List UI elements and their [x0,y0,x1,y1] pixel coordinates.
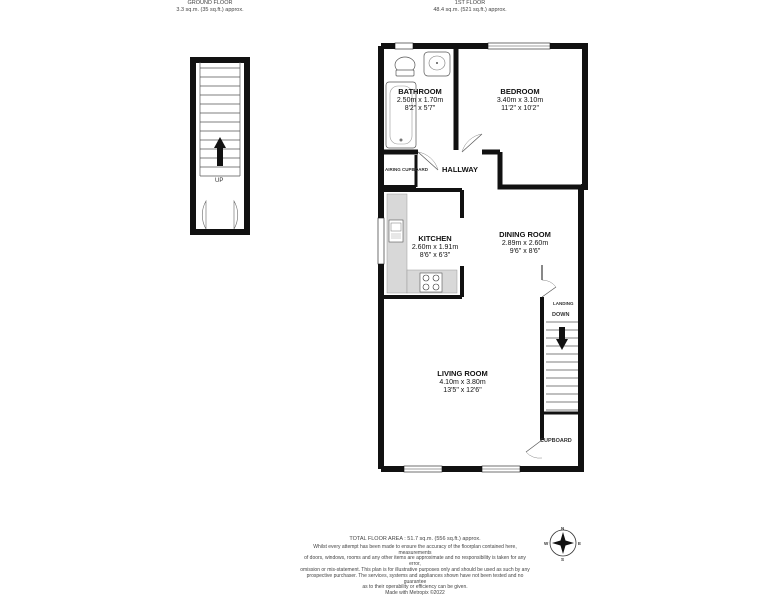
hallway-name: HALLWAY [442,165,478,174]
kitchen-metric: 2.60m x 1.91m [411,243,459,251]
dining-room-label [480,231,570,257]
bathroom-imperial: 8'2" x 5'7" [404,105,436,112]
down-label: DOWN [552,312,570,318]
bedroom-metric: 3.40m x 3.10m [496,96,544,104]
disclaimer-line-1: Whilst every attempt has been made to ensure the accuracy of the floorplan contained here, measurements [313,543,517,556]
living-room-label [415,370,510,396]
disclaimer-line-4: prospective purchaser. The services, systems and appliances shown have not been tested and no guarantee [306,572,524,585]
footer [300,537,530,597]
compass-letter-s: S [561,557,565,562]
airing-cupboard-label: AIRING CUPBOARD [385,167,429,172]
up-label: UP [215,178,224,184]
stair-arrow-down-icon [559,327,565,341]
compass-letter-e: E [578,541,582,546]
kitchen-label [405,235,465,261]
stair-arrow-up-icon [217,146,223,166]
compass-icon [550,530,576,556]
kitchen-hob-icon [420,273,442,292]
first-floor-area: 48.4 sq.m. (521 sq.ft.) approx. [433,6,507,13]
dining-room-metric: 2.89m x 2.60m [501,239,549,247]
bedroom-imperial: 11'2" x 10'2" [501,105,539,112]
bedroom-label [475,88,565,114]
first-floor-title: 1ST FLOOR [454,0,486,6]
dining-room-imperial: 9'6" x 8'6" [509,248,541,255]
dining-room-name: DINING ROOM [499,230,551,239]
kitchen-name: KITCHEN [418,234,452,243]
bathroom-window [395,43,413,49]
kitchen-imperial: 8'6" x 6'3" [419,252,451,259]
hallway-label [430,166,490,175]
living-room-imperial: 13'5" x 12'6" [443,387,482,394]
kitchen-worktop-left [387,194,407,293]
bathroom-metric: 2.50m x 1.70m [396,96,444,104]
bathroom-name: BATHROOM [398,87,442,96]
living-room-name: LIVING ROOM [437,369,488,378]
ground-floor-area: 3.3 sq.m. (35 sq.ft.) approx. [176,6,244,13]
ground-floor-title: GROUND FLOOR [187,0,233,6]
living-room-metric: 4.10m x 3.80m [439,378,486,386]
disclaimer-line-6: Made with Metropix ©2022 [385,590,445,597]
bedroom-name: BEDROOM [500,87,540,96]
total-floor-area: TOTAL FLOOR AREA : 51.7 sq.m. (556 sq.ft.) approx. [349,536,481,542]
kitchen-window [378,218,384,264]
disclaimer-line-3: omission or mis-statement. This plan is for illustrative purposes only and should be used as such by any [300,566,530,573]
disclaimer-line-5: as to their operability or efficiency can be given. [362,584,468,591]
landing-label: LANDING [553,301,574,306]
disclaimer-line-2: of doors, windows, rooms and any other items are approximate and no responsibility is taken for any error, [304,555,526,568]
cupboard-label: CUPBOARD [540,438,572,444]
compass-letter-w: W [544,541,549,546]
ground-floor-stairs [193,60,247,232]
compass-letter-n: N [561,526,565,531]
bathroom-label [385,88,455,114]
